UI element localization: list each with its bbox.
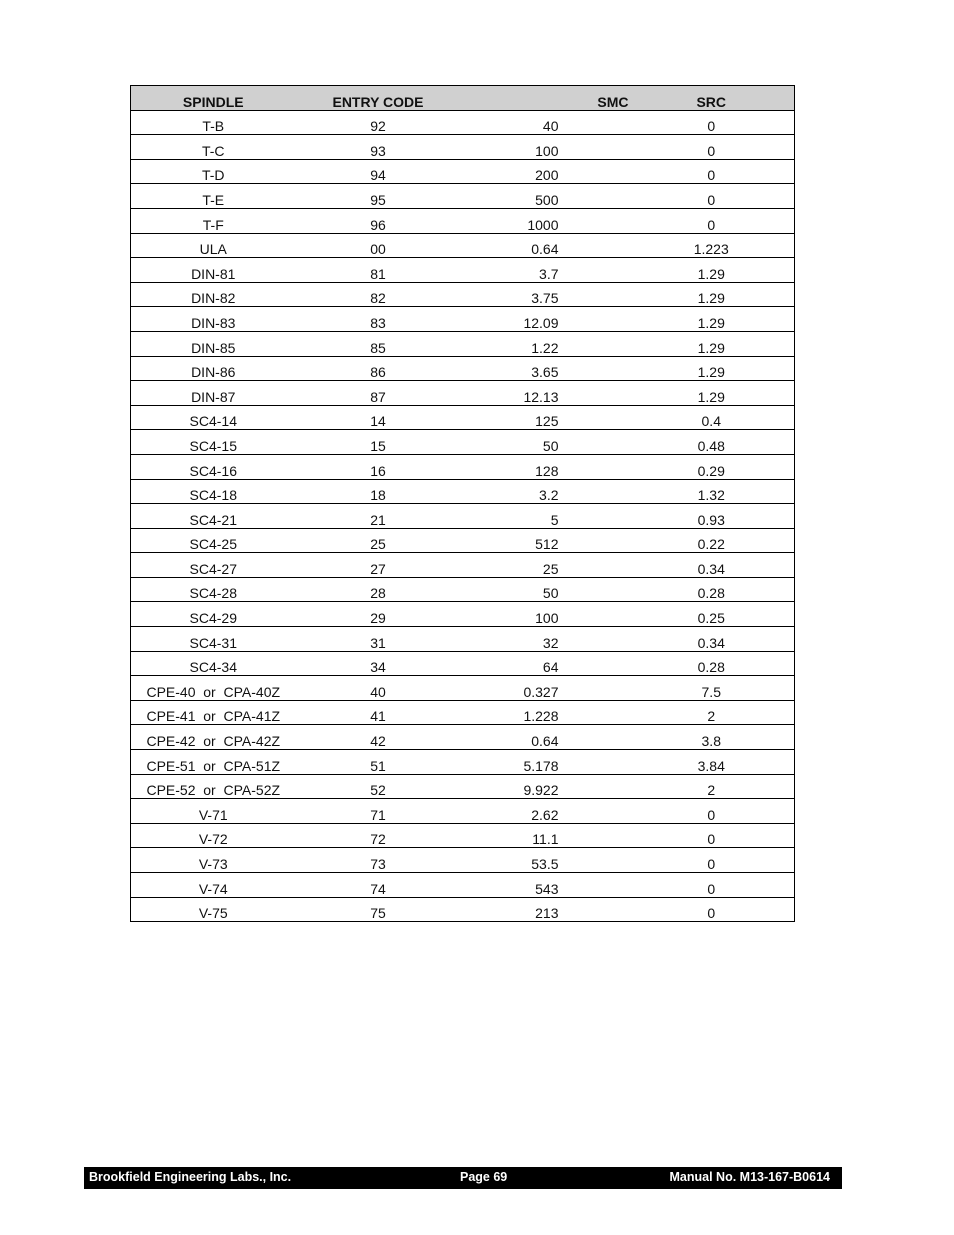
- table-row: [131, 307, 795, 332]
- smc-cell: 543: [461, 873, 629, 898]
- entry-code-cell: 40: [296, 676, 461, 701]
- spindle-cell: CPE-40 or CPA-40Z: [131, 676, 296, 701]
- entry-code-cell: 27: [296, 553, 461, 578]
- entry-code-cell: 16: [296, 454, 461, 479]
- smc-cell: 200: [461, 159, 629, 184]
- table-row: [131, 897, 795, 922]
- src-cell: 0: [629, 184, 795, 209]
- table-row: [131, 356, 795, 381]
- header-src: SRC: [629, 86, 795, 111]
- spindle-cell: SC4-34: [131, 651, 296, 676]
- entry-code-cell: 82: [296, 282, 461, 307]
- spindle-cell: V-73: [131, 848, 296, 873]
- table-row: [131, 676, 795, 701]
- smc-cell: 0.64: [461, 233, 629, 258]
- src-cell: 0.28: [629, 651, 795, 676]
- table-row: [131, 528, 795, 553]
- src-cell: 3.84: [629, 750, 795, 775]
- smc-cell: 3.75: [461, 282, 629, 307]
- smc-cell: 1.22: [461, 331, 629, 356]
- table-row: [131, 774, 795, 799]
- src-cell: 0: [629, 135, 795, 160]
- header-smc: SMC: [461, 86, 629, 111]
- entry-code-cell: 83: [296, 307, 461, 332]
- spindle-cell: DIN-81: [131, 258, 296, 283]
- src-cell: 1.29: [629, 282, 795, 307]
- smc-cell: 32: [461, 627, 629, 652]
- entry-code-cell: 25: [296, 528, 461, 553]
- smc-cell: 40: [461, 110, 629, 135]
- spindle-cell: SC4-14: [131, 405, 296, 430]
- smc-cell: 3.65: [461, 356, 629, 381]
- smc-cell: 12.13: [461, 381, 629, 406]
- table-row: [131, 110, 795, 135]
- header-spindle: SPINDLE: [131, 86, 296, 111]
- src-cell: 1.29: [629, 307, 795, 332]
- entry-code-cell: 96: [296, 208, 461, 233]
- entry-code-cell: 87: [296, 381, 461, 406]
- src-cell: 7.5: [629, 676, 795, 701]
- spindle-cell: V-72: [131, 823, 296, 848]
- entry-code-cell: 81: [296, 258, 461, 283]
- entry-code-cell: 94: [296, 159, 461, 184]
- spindle-cell: CPE-41 or CPA-41Z: [131, 700, 296, 725]
- entry-code-cell: 86: [296, 356, 461, 381]
- table-row: [131, 135, 795, 160]
- src-cell: 1.223: [629, 233, 795, 258]
- spindle-cell: SC4-28: [131, 577, 296, 602]
- header-entry-code: ENTRY CODE: [296, 86, 461, 111]
- spindle-table: [130, 85, 795, 922]
- entry-code-cell: 31: [296, 627, 461, 652]
- table-row: [131, 430, 795, 455]
- src-cell: 0.28: [629, 577, 795, 602]
- src-cell: 0.93: [629, 504, 795, 529]
- smc-cell: 50: [461, 577, 629, 602]
- smc-cell: 128: [461, 454, 629, 479]
- entry-code-cell: 42: [296, 725, 461, 750]
- src-cell: 0.22: [629, 528, 795, 553]
- smc-cell: 50: [461, 430, 629, 455]
- table-row: [131, 381, 795, 406]
- smc-cell: 0.64: [461, 725, 629, 750]
- src-cell: 0.48: [629, 430, 795, 455]
- spindle-cell: SC4-31: [131, 627, 296, 652]
- entry-code-cell: 15: [296, 430, 461, 455]
- footer-page-number: Page 69: [460, 1170, 508, 1184]
- entry-code-cell: 34: [296, 651, 461, 676]
- table-row: [131, 331, 795, 356]
- src-cell: 0: [629, 159, 795, 184]
- src-cell: 1.29: [629, 381, 795, 406]
- src-cell: 1.29: [629, 331, 795, 356]
- table-header-row: [131, 86, 795, 111]
- table-row: [131, 725, 795, 750]
- entry-code-cell: 00: [296, 233, 461, 258]
- src-cell: 1.29: [629, 258, 795, 283]
- smc-cell: 5: [461, 504, 629, 529]
- spindle-cell: SC4-27: [131, 553, 296, 578]
- src-cell: 3.8: [629, 725, 795, 750]
- entry-code-cell: 75: [296, 897, 461, 922]
- smc-cell: 100: [461, 135, 629, 160]
- spindle-cell: ULA: [131, 233, 296, 258]
- src-cell: 0: [629, 823, 795, 848]
- smc-cell: 125: [461, 405, 629, 430]
- spindle-cell: V-71: [131, 799, 296, 824]
- spindle-cell: T-D: [131, 159, 296, 184]
- table-row: [131, 651, 795, 676]
- table-row: [131, 258, 795, 283]
- spindle-cell: SC4-16: [131, 454, 296, 479]
- smc-cell: 0.327: [461, 676, 629, 701]
- entry-code-cell: 51: [296, 750, 461, 775]
- table-row: [131, 184, 795, 209]
- spindle-cell: T-B: [131, 110, 296, 135]
- smc-cell: 9.922: [461, 774, 629, 799]
- table-row: [131, 159, 795, 184]
- smc-cell: 53.5: [461, 848, 629, 873]
- entry-code-cell: 29: [296, 602, 461, 627]
- src-cell: 0: [629, 208, 795, 233]
- table-row: [131, 504, 795, 529]
- src-cell: 1.32: [629, 479, 795, 504]
- src-cell: 0: [629, 897, 795, 922]
- entry-code-cell: 92: [296, 110, 461, 135]
- table-row: [131, 454, 795, 479]
- src-cell: 2: [629, 774, 795, 799]
- entry-code-cell: 73: [296, 848, 461, 873]
- src-cell: 0.29: [629, 454, 795, 479]
- spindle-cell: SC4-29: [131, 602, 296, 627]
- entry-code-cell: 21: [296, 504, 461, 529]
- spindle-cell: T-C: [131, 135, 296, 160]
- spindle-cell: DIN-87: [131, 381, 296, 406]
- table-row: [131, 799, 795, 824]
- spindle-cell: SC4-18: [131, 479, 296, 504]
- entry-code-cell: 72: [296, 823, 461, 848]
- spindle-cell: CPE-51 or CPA-51Z: [131, 750, 296, 775]
- smc-cell: 1000: [461, 208, 629, 233]
- smc-cell: 2.62: [461, 799, 629, 824]
- table-row: [131, 823, 795, 848]
- entry-code-cell: 28: [296, 577, 461, 602]
- src-cell: 0.25: [629, 602, 795, 627]
- spindle-cell: SC4-15: [131, 430, 296, 455]
- smc-cell: 11.1: [461, 823, 629, 848]
- table-row: [131, 405, 795, 430]
- entry-code-cell: 93: [296, 135, 461, 160]
- src-cell: 0.4: [629, 405, 795, 430]
- smc-cell: 5.178: [461, 750, 629, 775]
- spindle-cell: V-75: [131, 897, 296, 922]
- spindle-cell: CPE-42 or CPA-42Z: [131, 725, 296, 750]
- footer-manual-number: Manual No. M13-167-B0614: [669, 1170, 830, 1184]
- src-cell: 0.34: [629, 553, 795, 578]
- spindle-cell: DIN-86: [131, 356, 296, 381]
- table-row: [131, 602, 795, 627]
- table-row: [131, 577, 795, 602]
- entry-code-cell: 41: [296, 700, 461, 725]
- table-row: [131, 282, 795, 307]
- src-cell: 0: [629, 799, 795, 824]
- smc-cell: 512: [461, 528, 629, 553]
- spindle-cell: DIN-83: [131, 307, 296, 332]
- entry-code-cell: 71: [296, 799, 461, 824]
- spindle-cell: SC4-25: [131, 528, 296, 553]
- entry-code-cell: 85: [296, 331, 461, 356]
- src-cell: 2: [629, 700, 795, 725]
- smc-cell: 25: [461, 553, 629, 578]
- table-row: [131, 208, 795, 233]
- smc-cell: 500: [461, 184, 629, 209]
- spindle-cell: T-F: [131, 208, 296, 233]
- entry-code-cell: 14: [296, 405, 461, 430]
- entry-code-cell: 95: [296, 184, 461, 209]
- table-row: [131, 873, 795, 898]
- smc-cell: 100: [461, 602, 629, 627]
- spindle-cell: T-E: [131, 184, 296, 209]
- entry-code-cell: 52: [296, 774, 461, 799]
- src-cell: 0: [629, 873, 795, 898]
- smc-cell: 3.7: [461, 258, 629, 283]
- smc-cell: 12.09: [461, 307, 629, 332]
- smc-cell: 3.2: [461, 479, 629, 504]
- table-row: [131, 627, 795, 652]
- page-footer: [84, 1167, 842, 1189]
- smc-cell: 213: [461, 897, 629, 922]
- spindle-cell: CPE-52 or CPA-52Z: [131, 774, 296, 799]
- entry-code-cell: 18: [296, 479, 461, 504]
- table-body: [131, 110, 795, 922]
- table-row: [131, 700, 795, 725]
- spindle-cell: DIN-82: [131, 282, 296, 307]
- src-cell: 0.34: [629, 627, 795, 652]
- src-cell: 1.29: [629, 356, 795, 381]
- spindle-cell: V-74: [131, 873, 296, 898]
- table-row: [131, 479, 795, 504]
- src-cell: 0: [629, 110, 795, 135]
- footer-company: Brookfield Engineering Labs., Inc.: [89, 1170, 292, 1184]
- table-row: [131, 750, 795, 775]
- spindle-cell: DIN-85: [131, 331, 296, 356]
- spindle-cell: SC4-21: [131, 504, 296, 529]
- table-row: [131, 553, 795, 578]
- smc-cell: 1.228: [461, 700, 629, 725]
- table-row: [131, 233, 795, 258]
- smc-cell: 64: [461, 651, 629, 676]
- src-cell: 0: [629, 848, 795, 873]
- entry-code-cell: 74: [296, 873, 461, 898]
- table-row: [131, 848, 795, 873]
